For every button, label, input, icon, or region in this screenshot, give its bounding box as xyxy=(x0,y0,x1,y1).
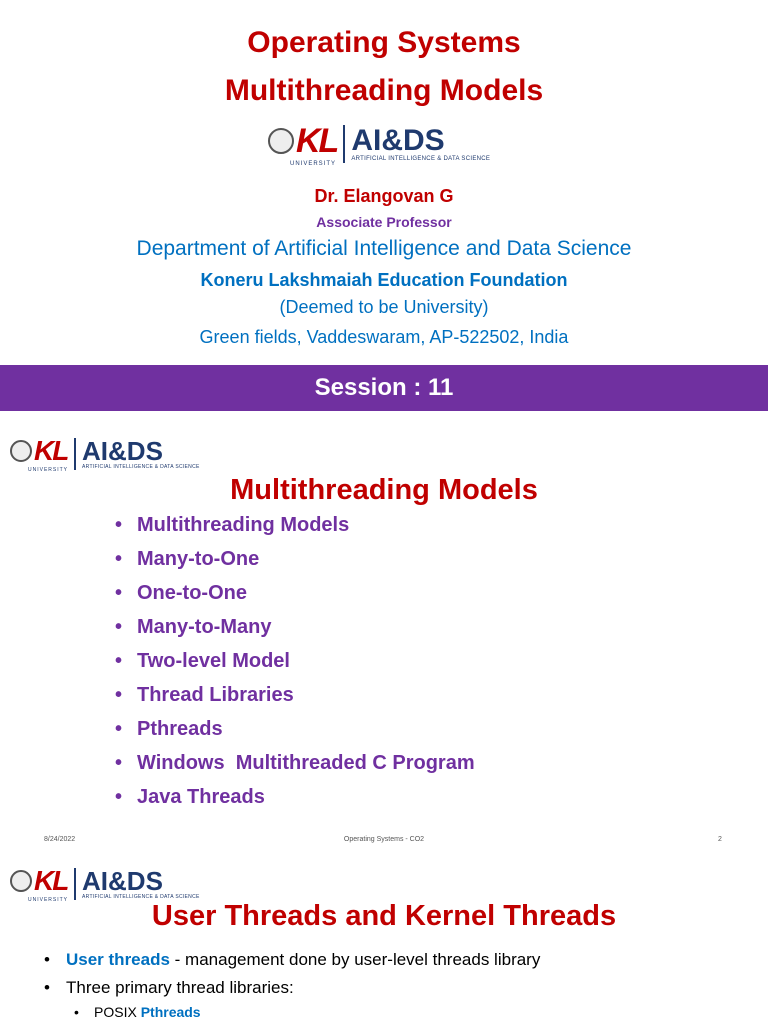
aids-logo-text: AI&DS xyxy=(351,124,445,157)
list-item: • Three primary thread libraries: xyxy=(44,978,294,997)
slide-title-line2: Multithreading Models xyxy=(224,74,544,107)
aids-logo-text: AI&DS xyxy=(82,436,163,466)
slide-title: Multithreading Models xyxy=(230,474,538,506)
list-item: • Java Threads xyxy=(115,786,265,808)
list-item: • Multithreading Models xyxy=(115,514,350,536)
university-seal-icon xyxy=(268,128,294,154)
presenter-role: Associate Professor xyxy=(316,214,452,230)
title-slide xyxy=(0,0,768,412)
outline-slide xyxy=(0,418,768,856)
session-banner: Session : 11 xyxy=(0,365,768,411)
kl-logo-text: KL xyxy=(34,435,68,466)
university-logo-text: UNIVERSITY xyxy=(28,467,69,473)
pthreads-term: Pthreads xyxy=(140,1004,201,1020)
university-logo-text: UNIVERSITY xyxy=(290,160,337,167)
kl-logo-text: KL xyxy=(34,865,68,896)
footer-page-number: 2 xyxy=(718,836,722,843)
threads-slide xyxy=(0,860,768,1024)
aids-logo-subtext: ARTIFICIAL INTELLIGENCE & DATA SCIENCE xyxy=(351,156,491,162)
list-item: • Many-to-Many xyxy=(115,616,272,638)
logo-separator xyxy=(343,125,345,163)
address-text: Green fields, Vaddeswaram, AP-522502, India xyxy=(199,327,569,347)
kl-logo-text: KL xyxy=(296,121,338,160)
university-seal-icon xyxy=(10,870,32,892)
aids-logo-subtext: ARTIFICIAL INTELLIGENCE & DATA SCIENCE xyxy=(82,894,200,900)
deemed-university-text: (Deemed to be University) xyxy=(279,297,489,317)
user-threads-term: User threads xyxy=(66,950,170,969)
slide-title: User Threads and Kernel Threads xyxy=(151,900,617,932)
department-name: Department of Artificial Intelligence and Data Science xyxy=(136,237,632,260)
logo-separator xyxy=(74,438,76,470)
list-item: • Pthreads xyxy=(115,718,223,740)
aids-logo-subtext: ARTIFICIAL INTELLIGENCE & DATA SCIENCE xyxy=(82,464,200,470)
aids-logo-text: AI&DS xyxy=(82,866,163,896)
logo-separator xyxy=(74,868,76,900)
list-item: • Thread Libraries xyxy=(115,684,294,706)
footer-date: 8/24/2022 xyxy=(44,836,76,843)
list-item: • One-to-One xyxy=(115,582,247,604)
list-item: • Many-to-One xyxy=(115,548,260,570)
list-item: • Two-level Model xyxy=(115,650,290,672)
kl-aids-logo xyxy=(10,435,200,473)
topic-list xyxy=(115,508,475,814)
kl-aids-logo xyxy=(268,122,490,166)
list-item: • User threads - management done by user-level threads library xyxy=(44,950,541,969)
list-item: • POSIX Pthreads xyxy=(74,1004,201,1020)
kl-aids-logo xyxy=(10,865,200,903)
footer-course: Operating Systems - CO2 xyxy=(343,836,425,843)
list-item: • Windows Multithreaded C Program xyxy=(115,752,475,774)
university-seal-icon xyxy=(10,440,32,462)
foundation-name: Koneru Lakshmaiah Education Foundation xyxy=(200,270,568,290)
university-logo-text: UNIVERSITY xyxy=(28,897,69,903)
presenter-name: Dr. Elangovan G xyxy=(314,186,454,206)
slide-title-line1: Operating Systems xyxy=(247,26,521,59)
